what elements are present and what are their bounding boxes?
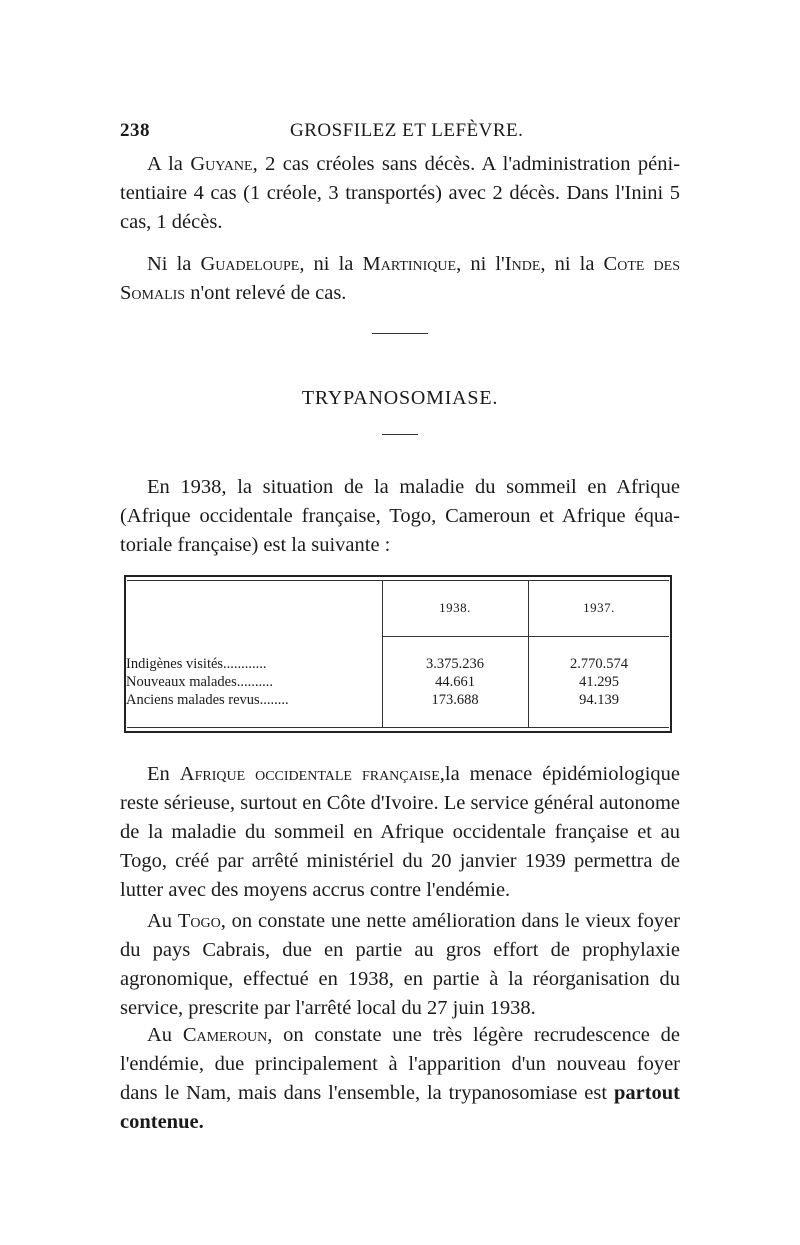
table-header-1937: 1937. [583,600,615,615]
table-header-rule [382,636,669,637]
running-title: GROSFILEZ ET LEFÈVRE. [290,120,524,141]
place-inde: Inde [504,253,541,275]
page-number: 238 [120,120,150,141]
para2-text-a: Ni la [147,253,201,275]
para6-text-c: partout contenue. [120,1082,680,1133]
place-guyane: Guyane [190,153,253,175]
para2-text-c: , ni l' [456,253,505,275]
paragraph-situation [120,473,680,560]
table-row [126,655,670,674]
paragraph-togo [120,907,680,1023]
place-martinique: Martinique [362,253,457,275]
value-1937: 2.770.574 [570,656,628,672]
table-row [126,673,670,692]
para2-text-d: , ni la [540,253,604,275]
section-divider-bottom [382,434,418,435]
table-header-1938: 1938. [439,600,471,615]
para2-text-e: n'ont relevé de cas. [185,282,347,304]
row-label: Anciens malades revus........ [126,692,289,708]
place-cameroun: Cameroun [182,1024,268,1046]
place-guadeloupe: Guadeloupe [200,253,300,275]
value-1937: 94.139 [579,692,619,708]
para4-text-b: ,la menace épidémiologique reste sérieuse, surtout en Côte d'Ivoire. Le service général autonome de la maladie du sommeil en Afrique occidentale française et au Togo, créé par arrêté ministériel du 20 janvier 1939 permettra de lutter avec des moyens accrus contre l'endémie. [120,763,680,901]
place-cote-des-somalis: Cote des Somalis [120,253,680,304]
value-1938: 3.375.236 [426,656,484,672]
value-1937: 41.295 [579,674,619,690]
table-row [126,691,670,710]
para3-text: En 1938, la situation de la maladie du sommeil en Afrique (Afrique occidentale française, Togo, Cameroun et Afrique équatoriale française) est la suivante : [120,476,680,556]
para4-text-a: En [147,763,180,785]
paragraph-guyane [120,150,680,237]
value-1938: 173.688 [431,692,479,708]
para6-text-b: , on constate une très légère recrudescence de l'endémie, due principalement à l'apparition d'un nouveau foyer dans le Nam, mais dans l'ensemble, la trypanosomiase est [120,1024,680,1104]
place-aof: Afrique occidentale française [179,763,440,785]
section-title: TRYPANOSOMIASE. [301,387,499,409]
running-head [120,120,680,144]
para1-text-a: A la [147,153,191,175]
place-togo: Togo [177,910,221,932]
para5-text-b: , on constate une nette amélioration dans le vieux foyer du pays Cabrais, due en partie au gros effort de prophylaxie agronomique, effectué en 1938, en partie à la réorganisation du service, prescrite par l'arrêté local du 27 juin 1938. [120,910,681,1019]
para5-text-a: Au [147,910,178,932]
para6-text-a: Au [147,1024,183,1046]
paragraph-cameroun [120,1021,680,1137]
section-divider-top [372,333,428,334]
value-1938: 44.661 [435,674,475,690]
para2-text-b: , ni la [299,253,363,275]
row-label: Nouveaux malades.......... [126,674,273,690]
paragraph-aof [120,760,680,905]
statistics-table [124,575,672,733]
paragraph-no-cases [120,250,680,308]
row-label: Indigènes visités............ [126,656,267,672]
para1-text-b: , 2 cas créoles sans décès. A l'administration pénitentiaire 4 cas (1 créole, 3 transportés) avec 2 décès. Dans l'Inini 5 cas, 1 décès. [120,153,681,233]
